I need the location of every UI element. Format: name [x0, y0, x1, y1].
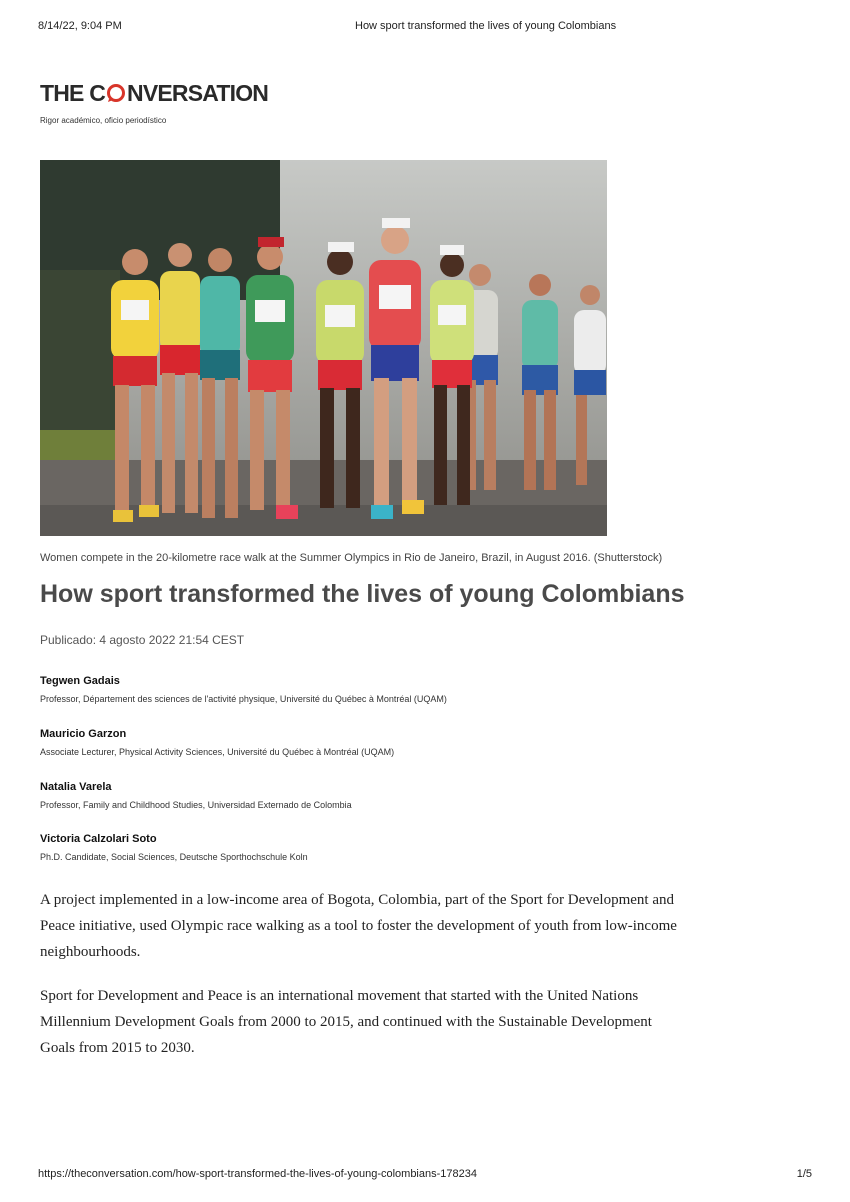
- author-role: Professor, Family and Childhood Studies, Universidad Externado de Colombia: [40, 800, 352, 810]
- photo-caption: Women compete in the 20-kilometre race walk at the Summer Olympics in Rio de Janeiro, Brazil, in August 2016. (Shutterstock): [40, 552, 663, 564]
- speech-bubble-icon: [106, 82, 126, 102]
- article-headline: How sport transformed the lives of young Colombians: [40, 580, 685, 608]
- article-paragraph: A project implemented in a low-income area of Bogota, Colombia, part of the Sport for Development and Peace initiative, used Olympic race walking as a tool to foster the development of youth from low-income neighbourhoods.: [40, 892, 677, 960]
- publish-date: Publicado: 4 agosto 2022 21:54 CEST: [40, 633, 245, 647]
- author-name[interactable]: Mauricio Garzon: [40, 728, 127, 740]
- author-name[interactable]: Natalia Varela: [40, 781, 112, 793]
- article-paragraph: Sport for Development and Peace is an international movement that started with the United Nations Millennium Development Goals from 2000 to 2015, and continued with the Sustainable Development Goals from 2015 to 2030.: [40, 988, 652, 1056]
- logo-text-start: THE C: [40, 80, 106, 106]
- author-name[interactable]: Victoria Calzolari Soto: [40, 833, 157, 845]
- print-header: [38, 20, 812, 36]
- author-name[interactable]: Tegwen Gadais: [40, 675, 120, 687]
- site-tagline: Rigor académico, oficio periodístico: [40, 116, 167, 125]
- site-logo[interactable]: [40, 80, 268, 107]
- author-role: Ph.D. Candidate, Social Sciences, Deutsche Sporthochschule Koln: [40, 852, 308, 862]
- author-role: Professor, Département des sciences de l'activité physique, Université du Québec à Montréal (UQAM): [40, 694, 447, 704]
- logo-text-end: NVERSATION: [127, 80, 269, 106]
- author-block: [40, 781, 810, 810]
- author-block: [40, 728, 810, 757]
- author-block: [40, 833, 810, 862]
- print-datetime: 8/14/22, 9:04 PM: [38, 20, 122, 32]
- hero-photo: [40, 160, 607, 536]
- author-block: [40, 675, 810, 704]
- page-number: 1/5: [796, 1168, 812, 1180]
- print-page-title: How sport transformed the lives of young Colombians: [355, 20, 617, 32]
- print-url[interactable]: https://theconversation.com/how-sport-transformed-the-lives-of-young-colombians-178234: [38, 1168, 477, 1180]
- author-role: Associate Lecturer, Physical Activity Sciences, Université du Québec à Montréal (UQAM): [40, 747, 395, 757]
